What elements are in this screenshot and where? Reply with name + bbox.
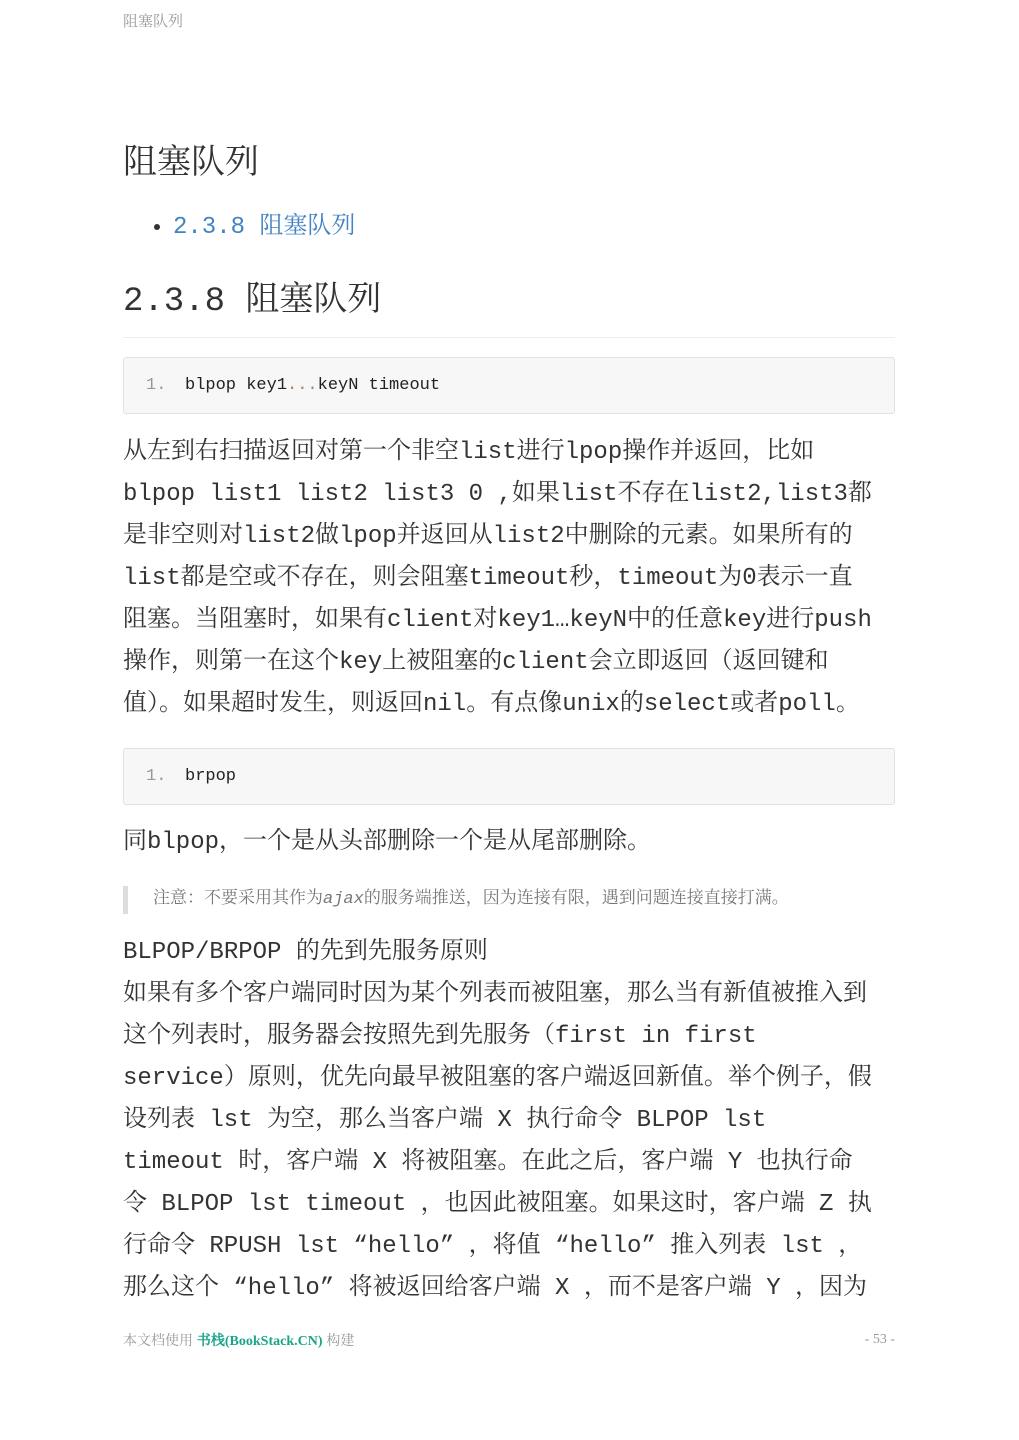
code-token: blpop key1 (185, 376, 288, 395)
code-token: keyN timeout (317, 376, 441, 395)
table-of-contents (123, 208, 355, 248)
note-text-before: 注意：不要采用其作为 (153, 890, 323, 909)
paragraph-blpop-description (123, 432, 895, 726)
paragraph-line: 同blpop，一个是从头部删除一个是从尾部删除。 (123, 829, 652, 856)
code-token-punctuation: ... (287, 376, 318, 395)
code-line (185, 358, 440, 413)
paragraph-line: 令 BLPOP lst timeout ，也因此被阻塞。如果这时，客户端 Z 执 (123, 1191, 872, 1218)
toc-item (173, 208, 355, 248)
code-block-brpop (123, 748, 895, 805)
code-block-blpop (123, 357, 895, 414)
paragraph-line: 是非空则对list2做lpop并返回从list2中删除的元素。如果所有的 (123, 523, 853, 550)
paragraph-line: list都是空或不存在，则会阻塞timeout秒，timeout为0表示一直 (123, 565, 853, 592)
toc-link-2-3-8[interactable]: 2.3.8 阻塞队列 (173, 214, 356, 241)
paragraph-lead: BLPOP/BRPOP 的先到先服务原则 (123, 939, 488, 966)
paragraph-line: 那么这个 “hello” 将被返回给客户端 X ，而不是客户端 Y ，因为 (123, 1275, 868, 1302)
footer-brand-link[interactable]: 书栈(BookStack.CN) (196, 1334, 323, 1349)
paragraph-brpop-description (123, 822, 895, 864)
paragraph-line: 设列表 lst 为空，那么当客户端 X 执行命令 BLPOP lst (123, 1107, 767, 1134)
paragraph-line: 这个列表时，服务器会按照先到先服务（first in first (123, 1023, 757, 1050)
code-token: brpop (185, 767, 237, 786)
paragraph-line: 值）。如果超时发生，则返回nil。有点像unix的select或者poll。 (123, 691, 860, 718)
paragraph-line: 阻塞。当阻塞时，如果有client对key1…keyN中的任意key进行push (123, 607, 872, 634)
running-header: 阻塞队列 (123, 13, 184, 30)
note-emphasis: ajax (323, 890, 364, 909)
code-line-number: 1. (146, 767, 167, 786)
paragraph-line: blpop list1 list2 list3 0 ,如果list不存在list2,list3都 (123, 481, 872, 508)
footer-prefix: 本文档使用 (123, 1332, 197, 1348)
footer-credit (123, 1331, 354, 1351)
paragraph-line: service）原则，优先向最早被阻塞的客户端返回新值。举个例子，假 (123, 1065, 872, 1092)
paragraph-line: 行命令 RPUSH lst “hello” ，将值 “hello” 推入列表 lst ， (123, 1233, 863, 1260)
page-number: - 53 - (864, 1332, 895, 1347)
paragraph-fifo-principle (123, 932, 895, 1310)
code-line (185, 749, 236, 804)
footer-suffix: 构建 (322, 1332, 355, 1348)
paragraph-line: 从左到右扫描返回对第一个非空list进行lpop操作并返回，比如 (123, 439, 815, 466)
code-line-number: 1. (146, 376, 167, 395)
paragraph-line: 如果有多个客户端同时因为某个列表而被阻塞，那么当有新值被推入到 (123, 981, 867, 1008)
note-blockquote (123, 886, 895, 914)
paragraph-line: 操作，则第一在这个key上被阻塞的client会立即返回（返回键和 (123, 649, 829, 676)
page-title: 阻塞队列 (123, 146, 259, 184)
paragraph-line: timeout 时，客户端 X 将被阻塞。在此之后，客户端 Y 也执行命 (123, 1149, 853, 1176)
section-heading: 2.3.8 阻塞队列 (123, 281, 895, 338)
note-text-after: 的服务端推送，因为连接有限，遇到问题连接直接打满。 (363, 890, 789, 909)
